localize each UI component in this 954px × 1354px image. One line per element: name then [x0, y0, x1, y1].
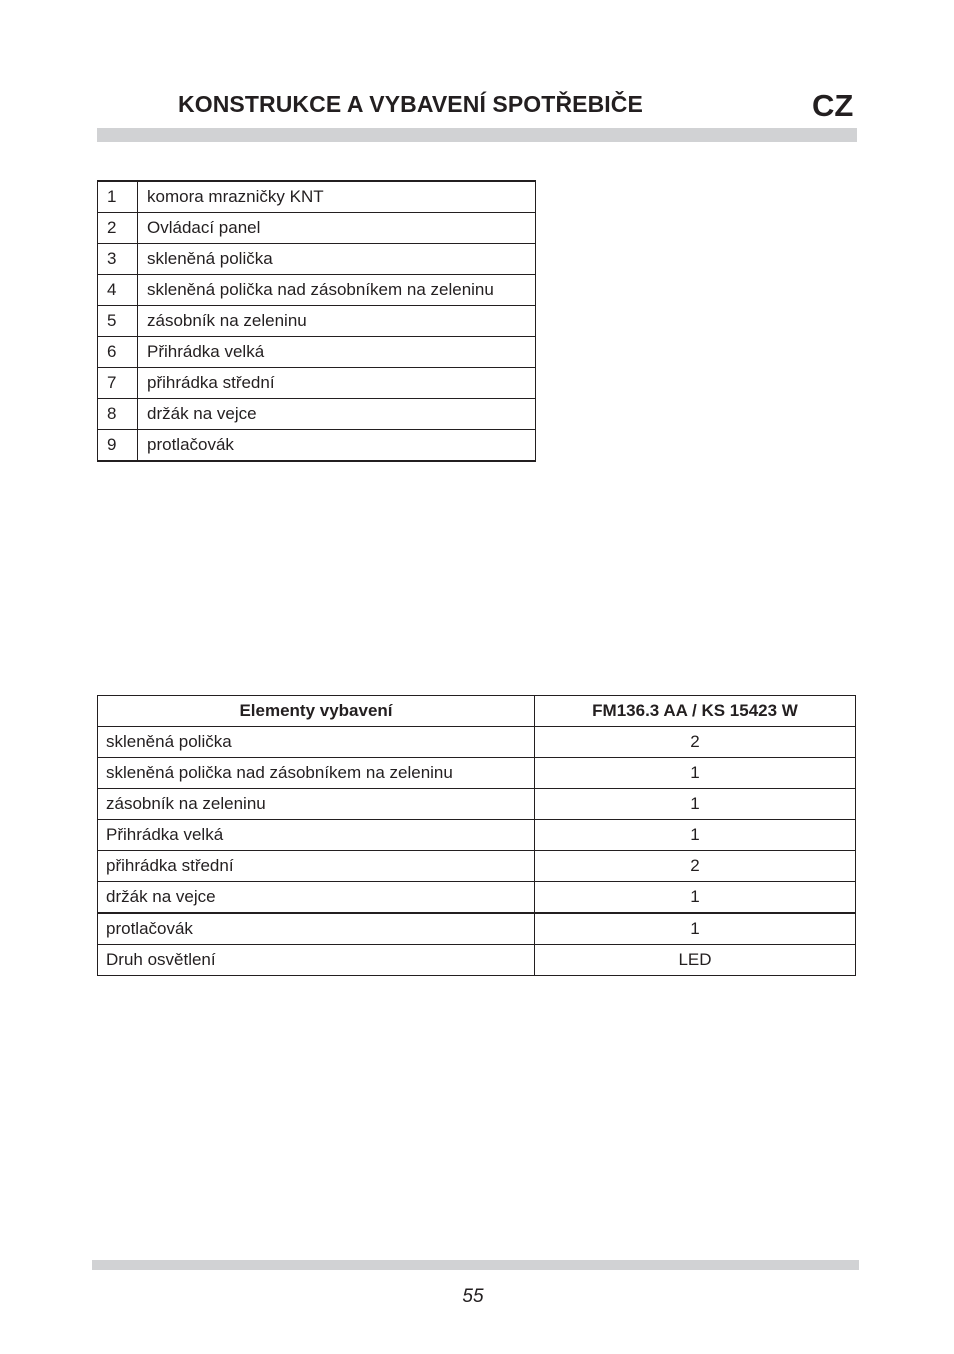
table-row — [98, 213, 536, 244]
part-number: 3 — [98, 244, 138, 275]
equipment-name: skleněná polička nad zásobníkem na zeleninu — [98, 758, 535, 789]
table-row — [98, 882, 856, 914]
part-label: Ovládací panel — [138, 213, 536, 244]
footer-divider — [92, 1260, 859, 1270]
equipment-value: 1 — [535, 882, 856, 914]
part-number: 2 — [98, 213, 138, 244]
equipment-name: skleněná polička — [98, 727, 535, 758]
table-row — [98, 758, 856, 789]
table-row — [98, 306, 536, 337]
part-label: komora mrazničky KNT — [138, 181, 536, 213]
part-label: zásobník na zeleninu — [138, 306, 536, 337]
page-number: 55 — [462, 1286, 484, 1307]
part-number: 6 — [98, 337, 138, 368]
part-label: držák na vejce — [138, 399, 536, 430]
part-number: 1 — [98, 181, 138, 213]
part-number: 9 — [98, 430, 138, 462]
table-row — [98, 399, 536, 430]
part-number: 8 — [98, 399, 138, 430]
language-code: CZ — [812, 88, 854, 123]
part-number: 5 — [98, 306, 138, 337]
table-row — [98, 244, 536, 275]
equipment-name: protlačovák — [98, 913, 535, 945]
part-label: Přihrádka velká — [138, 337, 536, 368]
part-number: 7 — [98, 368, 138, 399]
equipment-value: 1 — [535, 758, 856, 789]
page-title: KONSTRUKCE A VYBAVENÍ SPOTŘEBIČE — [178, 91, 643, 117]
equipment-name: držák na vejce — [98, 882, 535, 914]
table-row — [98, 275, 536, 306]
equipment-value: 1 — [535, 820, 856, 851]
equipment-value: 1 — [535, 913, 856, 945]
table-header-row — [98, 696, 856, 727]
table-row — [98, 820, 856, 851]
part-label: protlačovák — [138, 430, 536, 462]
table-row — [98, 727, 856, 758]
table-row — [98, 368, 536, 399]
parts-list-table — [97, 180, 536, 462]
table-row — [98, 945, 856, 976]
equipment-table — [97, 695, 856, 976]
equipment-value: 2 — [535, 727, 856, 758]
equipment-value: LED — [535, 945, 856, 976]
header-divider — [97, 128, 857, 142]
column-header-model: FM136.3 AA / KS 15423 W — [535, 696, 856, 727]
equipment-value: 1 — [535, 789, 856, 820]
table-row — [98, 851, 856, 882]
equipment-name: zásobník na zeleninu — [98, 789, 535, 820]
part-label: skleněná polička nad zásobníkem na zeleninu — [138, 275, 536, 306]
part-label: přihrádka střední — [138, 368, 536, 399]
table-row — [98, 181, 536, 213]
table-row — [98, 913, 856, 945]
table-row — [98, 430, 536, 462]
equipment-value: 2 — [535, 851, 856, 882]
part-label: skleněná polička — [138, 244, 536, 275]
column-header-elements: Elementy vybavení — [98, 696, 535, 727]
equipment-name: Druh osvětlení — [98, 945, 535, 976]
equipment-name: přihrádka střední — [98, 851, 535, 882]
part-number: 4 — [98, 275, 138, 306]
table-row — [98, 337, 536, 368]
equipment-name: Přihrádka velká — [98, 820, 535, 851]
table-row — [98, 789, 856, 820]
